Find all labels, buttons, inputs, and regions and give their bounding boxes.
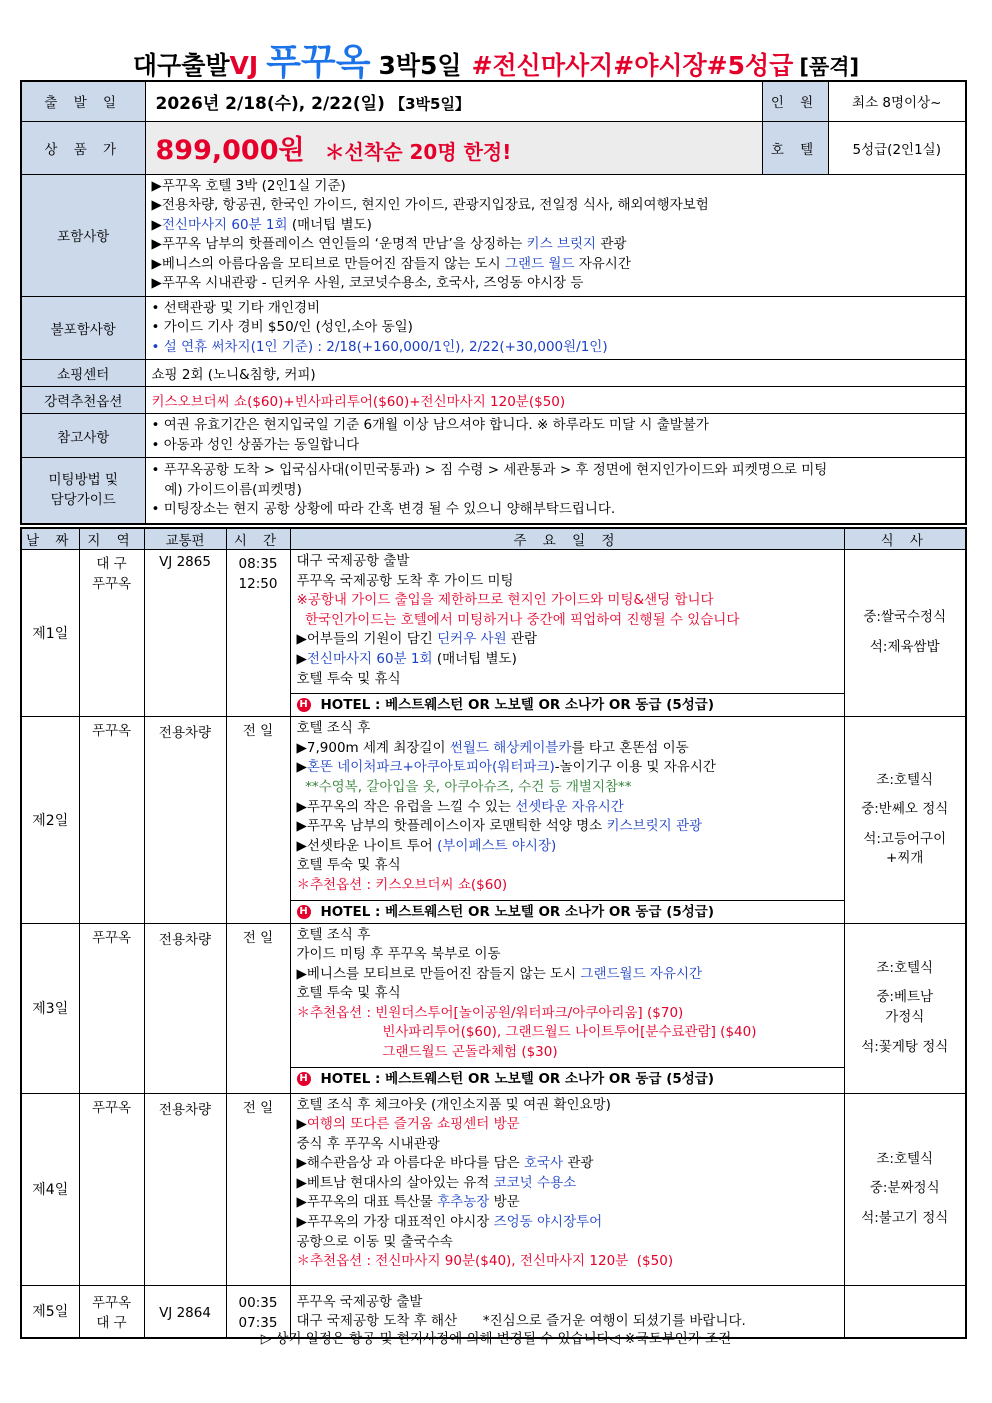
itinerary-text: ▶: [296, 1116, 307, 1133]
departure-label: 출 발 일: [21, 81, 145, 121]
itinerary-text: ▶: [296, 650, 307, 667]
itinerary-line: [297, 1115, 838, 1135]
price-label: 상 품 가: [21, 121, 145, 174]
header-meal: 식 사: [844, 528, 966, 550]
itinerary-line: [297, 837, 838, 857]
include-text: ▶푸꾸옥 남부의 핫플레이스 연인들의 ‘운명적 만남’을 상징하는: [151, 236, 527, 252]
include-highlight: 키스 브릿지: [526, 236, 597, 252]
itinerary-line: [297, 591, 838, 611]
shopping-label: 쇼핑센터: [21, 360, 145, 387]
include-item: [152, 196, 960, 216]
itinerary-highlight: 선셋타운 자유시간: [515, 798, 624, 815]
price-cell: [145, 121, 762, 174]
include-item: [152, 177, 960, 197]
itinerary-line: [297, 758, 838, 778]
meeting-label-line2: 담당가이드: [50, 492, 116, 509]
itinerary-text: 관람: [506, 631, 537, 648]
itinerary-row: [21, 717, 966, 923]
itinerary-line: [297, 650, 838, 670]
itinerary-highlight: 즈엉동 야시장투어: [493, 1214, 603, 1231]
exclude-label: 불포함사항: [21, 296, 145, 360]
include-highlight: 전신마사지 60분 1회: [161, 216, 288, 233]
transport: 전용차량: [144, 923, 226, 1093]
itinerary-line: [297, 1154, 838, 1174]
itinerary-text: 가이드 미팅 후 푸꾸옥 북부로 이동: [296, 946, 501, 963]
itinerary-line: [297, 1252, 838, 1272]
itinerary-line: [297, 1233, 838, 1253]
itinerary-line: [297, 719, 838, 739]
itinerary-highlight-red: 여행의 또다른 즐거움 쇼핑센터 방문: [306, 1116, 520, 1133]
itinerary-highlight: (부이페스트 야시장): [437, 837, 557, 854]
itinerary-text: ▶7,900m 세계 최장길이: [296, 739, 450, 756]
time-cell: [226, 717, 290, 923]
itinerary-line: [297, 1004, 838, 1024]
header-transport: 교통편: [144, 528, 226, 550]
itinerary-text: 호텔 투숙 및 휴식: [296, 670, 401, 687]
people-value: 최소 8명이상~: [828, 81, 966, 121]
itinerary-row: [21, 1093, 966, 1285]
itinerary-highlight: 전신마사지 60분 1회: [306, 650, 433, 667]
itinerary-line: [297, 630, 838, 650]
region: 대 구: [96, 1315, 127, 1332]
hotel-text: HOTEL : 베스트웨스턴 OR 노보텔 OR 소나가 OR 동급 (5성급): [320, 903, 715, 920]
itinerary-line: [297, 1193, 838, 1213]
itinerary-text: ▶푸꾸옥 남부의 핫플레이스이자 로맨틱한 석양 명소: [296, 818, 607, 835]
meeting-label-line1: 미팅방법 및: [48, 472, 118, 489]
itinerary-line: [297, 739, 838, 759]
region: 푸꾸옥: [91, 929, 132, 946]
title-duration: 3박5일: [378, 51, 462, 80]
itinerary-table: [20, 527, 967, 1339]
itinerary-text: ▶어부들의 기원이 담긴: [296, 631, 438, 648]
itinerary-highlight: 호국사: [523, 1155, 564, 1172]
transport: VJ 2865: [144, 550, 226, 717]
hotel-icon: H: [297, 905, 311, 919]
exclude-list: [145, 296, 966, 360]
meal-cell: [844, 717, 966, 923]
exclude-item-surcharge: • 설 연휴 써차지(1인 기준) : 2/18(+160,000/1인), 2/22(+30,000원/1인): [151, 338, 608, 355]
include-text: ▶: [151, 216, 162, 233]
hotel-value: 5성급(2인1실): [828, 121, 966, 174]
itinerary-line: [297, 1135, 838, 1155]
price-note: ＊선착순 20명 한정!: [324, 140, 512, 164]
region: 푸꾸옥: [91, 723, 132, 740]
itinerary-text: ▶푸꾸옥의 가장 대표적인 야시장: [296, 1214, 494, 1231]
itinerary-text: ▶선셋타운 나이트 투어: [296, 837, 438, 854]
itinerary-line: [297, 945, 838, 965]
time: 전 일: [242, 929, 274, 946]
itinerary-note: ＊추천옵션 : 빈원더스투어[놀이공원/워터파크/아쿠아리움] ($70): [296, 1004, 684, 1021]
time: 00:35: [238, 1295, 278, 1312]
itinerary-line: [297, 1213, 838, 1233]
itinerary-line: [297, 926, 838, 946]
itinerary-highlight: 그랜드월드 자유시간: [580, 965, 703, 982]
itinerary-row: [21, 550, 966, 717]
itinerary-line: [297, 1096, 838, 1116]
notes-item: • 여권 유효기간은 현지입국일 기준 6개월 이상 남으셔야 합니다. ※ 하루라도 미달 시 출발불가: [151, 417, 709, 433]
meal: +찌개: [886, 850, 924, 867]
itinerary-text: ▶: [296, 759, 307, 776]
departure-nights: 【3박5일】: [390, 94, 470, 113]
itinerary-text: 호텔 투숙 및 휴식: [296, 985, 401, 1002]
meal: 석:고등어구이: [863, 830, 947, 847]
meeting-item: • 미팅장소는 현지 공항 상황에 따라 간혹 변경 될 수 있으니 양해부탁드립니다.: [151, 501, 616, 517]
header-date: 날 짜: [21, 528, 79, 550]
hotel-text: HOTEL : 베스트웨스턴 OR 노보텔 OR 소나가 OR 동급 (5성급): [320, 1070, 715, 1087]
itinerary-text: 공항으로 이동 및 출국수속: [296, 1233, 453, 1250]
itinerary-line: [297, 572, 838, 592]
include-label: 포함사항: [21, 174, 145, 296]
meal: 조:호텔식: [876, 959, 934, 976]
notes-label: 참고사항: [21, 414, 145, 458]
meeting-label: [21, 458, 145, 524]
meal: 중:베트남: [876, 989, 934, 1006]
include-text: 자유시간: [574, 255, 631, 272]
itinerary-text: 호텔 조식 후: [296, 720, 371, 737]
hotel-icon: H: [297, 1072, 311, 1086]
meal-cell: [844, 550, 966, 717]
product-info-table: [20, 80, 967, 525]
price-value: 899,000원: [155, 135, 305, 166]
itinerary-text: ▶베트남 현대사의 살아있는 유적: [296, 1174, 494, 1191]
hotel-line: [291, 1067, 844, 1090]
transport: VJ 2864: [144, 1285, 226, 1338]
itinerary-cell: [290, 923, 844, 1093]
time: 08:35: [238, 556, 278, 572]
transport: 전용차량: [144, 1093, 226, 1285]
time: 12:50: [238, 576, 278, 592]
region-cell: [79, 717, 144, 923]
region: 푸꾸옥: [91, 1099, 132, 1116]
meal: 석:꽃게탕 정식: [861, 1038, 949, 1055]
departure-date: 2026년 2/18(수), 2/22(일): [155, 93, 385, 114]
time: 07:35: [238, 1315, 278, 1332]
footer-note: ▷ 상기 일정은 항공 및 현지사정에 의해 변경될 수 있습니다◁ ※국토부인가 조건: [260, 1331, 732, 1347]
meeting-list: [145, 458, 966, 524]
title-destination: 푸꾸옥: [266, 42, 371, 83]
meeting-item: • 푸꾸옥공항 도착 > 입국심사대(이민국통과) > 짐 수령 > 세관통과 > 후 정면에 현지인가이드와 피켓명으로 미팅: [151, 462, 828, 478]
itinerary-note: 그랜드월드 곤돌라체험 ($30): [296, 1044, 558, 1061]
hotel-text: HOTEL : 베스트웨스턴 OR 노보텔 OR 소나가 OR 동급 (5성급): [320, 697, 715, 714]
region: 푸꾸옥: [91, 576, 132, 592]
time: 전 일: [242, 723, 274, 740]
exclude-item: • 선택관광 및 기타 개인경비: [151, 299, 321, 316]
meal: 중:반쎄오 정식: [861, 801, 949, 818]
itinerary-line: [297, 1023, 838, 1043]
meal: 조:호텔식: [876, 1150, 934, 1167]
itinerary-note: 한국인가이드는 호텔에서 미팅하거나 중간에 픽업하여 진행될 수 있습니다: [296, 611, 740, 628]
region: 푸꾸옥: [91, 1295, 132, 1312]
title-departure: 대구출발: [132, 51, 230, 80]
itinerary-line: [297, 984, 838, 1004]
include-item: [152, 235, 960, 255]
header-region: 지 역: [79, 528, 144, 550]
notes-list: [145, 414, 966, 458]
include-text: (매너팁 별도): [287, 216, 372, 233]
itinerary-line: [297, 778, 838, 798]
include-text: ▶전용차량, 항공권, 한국인 가이드, 현지인 가이드, 관광지입장료, 전일정 식사, 해외여행자보험: [151, 197, 709, 213]
itinerary-note: ※공항내 가이드 출입을 제한하므로 현지인 가이드와 미팅&샌딩 합니다: [296, 592, 714, 609]
shopping-value: 쇼핑 2회 (노니&침향, 커피): [145, 360, 966, 387]
itinerary-line: [297, 670, 838, 690]
meal: 중:쌀국수정식: [863, 609, 947, 626]
itinerary-text: 푸꾸옥 국제공항 출발: [296, 1293, 423, 1310]
region-cell: [79, 550, 144, 717]
title-airline: VJ: [229, 51, 259, 80]
itinerary-line: [297, 1174, 838, 1194]
itinerary-note: 빈사파리투어($60), 그랜드월드 나이트투어[분수료관람] ($40): [296, 1024, 757, 1041]
meeting-item: 예) 가이드이름(피켓명): [151, 481, 302, 498]
option-label: 강력추천옵션: [21, 387, 145, 414]
itinerary-line: [297, 1043, 838, 1063]
include-text: ▶베니스의 아름다움을 모티브로 만들어진 잠들지 않는 도시: [151, 255, 505, 272]
meal: 석:제육쌈밥: [869, 639, 940, 656]
header-time: 시 간: [226, 528, 290, 550]
include-item: [152, 274, 960, 294]
itinerary-cell: [290, 717, 844, 923]
itinerary-text: 관광: [563, 1155, 594, 1172]
hotel-icon: H: [297, 698, 311, 712]
notes-item: • 아동과 성인 상품가는 동일합니다: [151, 436, 360, 453]
itinerary-highlight: 후추농장: [437, 1194, 490, 1211]
meal-cell: [844, 923, 966, 1093]
day-label: 제5일: [21, 1285, 79, 1338]
exclude-item: • 가이드 기사 경비 $50/인 (성인,소아 동일): [151, 319, 413, 335]
itinerary-note: ＊추천옵션 : 전신마사지 90분($40), 전신마사지 120분 ($50): [296, 1253, 674, 1270]
day-label: 제4일: [21, 1093, 79, 1285]
departure-value: [145, 81, 762, 121]
region: 대 구: [96, 556, 127, 572]
itinerary-row: [21, 923, 966, 1093]
day-label: 제1일: [21, 550, 79, 717]
itinerary-packing-note: **수영복, 갈아입을 옷, 아쿠아슈즈, 수건 등 개별지참**: [296, 778, 632, 795]
hotel-line: [291, 900, 844, 923]
region-cell: [79, 923, 144, 1093]
itinerary-text: 대구 국제공항 출발: [296, 553, 410, 569]
time: 전 일: [242, 1099, 274, 1116]
header-itinerary: 주 요 일 정: [290, 528, 844, 550]
itinerary-line: [297, 552, 838, 572]
itinerary-text: 를 타고 혼똔섬 이동: [571, 739, 689, 756]
time-cell: [226, 923, 290, 1093]
option-value: 키스오브더씨 쇼($60)+빈사파리투어($60)+전신마사지 120분($50): [145, 387, 966, 414]
itinerary-text: -놀이기구 이용 및 자유시간: [554, 759, 716, 776]
itinerary-highlight: 혼똔 네이처파크+아쿠아토피아(워터파크): [306, 759, 555, 776]
itinerary-text: 호텔 조식 후 체크아웃 (개인소지품 및 여권 확인요망): [296, 1096, 611, 1113]
region-cell: [79, 1093, 144, 1285]
itinerary-text: 중식 후 푸꾸옥 시내관광: [296, 1135, 440, 1152]
include-list: [145, 174, 966, 296]
include-item: [152, 216, 960, 236]
time-cell: [226, 1093, 290, 1285]
itinerary-text: ▶푸꾸옥의 대표 특산물: [296, 1194, 438, 1211]
people-label: 인 원: [762, 81, 828, 121]
include-item: [152, 255, 960, 275]
transport: 전용차량: [144, 717, 226, 923]
meal: 중:분짜정식: [869, 1180, 940, 1197]
itinerary-line: [297, 1293, 838, 1313]
time-cell: [226, 550, 290, 717]
include-text: 관광: [596, 236, 627, 252]
itinerary-line: [297, 817, 838, 837]
title-tags: #전신마사지#야시장#5성급: [471, 51, 794, 80]
itinerary-line: [297, 611, 838, 631]
itinerary-highlight: 키스브릿지 관광: [606, 818, 703, 835]
itinerary-text: 방문: [489, 1194, 520, 1211]
itinerary-highlight: 딘커우 사원: [437, 631, 507, 648]
itinerary-line: [297, 965, 838, 985]
meal: 석:불고기 정식: [861, 1209, 949, 1226]
itinerary-text: ▶베니스를 모티브로 만들어진 잠들지 않는 도시: [296, 965, 581, 982]
itinerary-text: 호텔 투숙 및 휴식: [296, 857, 401, 874]
itinerary-text: 대구 국제공항 도착 후 해산 *진심으로 즐거운 여행이 되셨기를 바랍니다.: [296, 1313, 746, 1330]
include-highlight: 그랜드 월드: [504, 255, 575, 272]
itinerary-text: ▶푸꾸옥의 작은 유럽을 느낄 수 있는: [296, 798, 516, 815]
meal: 조:호텔식: [876, 771, 934, 788]
itinerary-text: (매너팁 별도): [432, 650, 517, 667]
hotel-label: 호 텔: [762, 121, 828, 174]
hotel-line: [291, 693, 844, 716]
itinerary-cell: [290, 1093, 844, 1285]
day-label: 제2일: [21, 717, 79, 923]
itinerary-highlight: 썬월드 해상케이블카: [449, 739, 572, 756]
meal-cell: [844, 1093, 966, 1285]
include-text: ▶푸꾸옥 호텔 3박 (2인1실 기준): [151, 177, 346, 194]
itinerary-text: 호텔 조식 후: [296, 926, 371, 943]
page-title: [0, 34, 992, 85]
itinerary-note: ＊추천옵션 : 키스오브더씨 쇼($60): [296, 876, 508, 893]
itinerary-cell: [290, 550, 844, 717]
itinerary-highlight: 코코넛 수용소: [493, 1174, 577, 1191]
itinerary-line: [297, 856, 838, 876]
day-label: 제3일: [21, 923, 79, 1093]
itinerary-line: [297, 798, 838, 818]
itinerary-text: ▶해수관음상 과 아름다운 바다를 담은: [296, 1155, 524, 1172]
itinerary-line: [297, 876, 838, 896]
title-grade: [품격]: [799, 55, 860, 79]
meal: 가정식: [885, 1009, 925, 1025]
include-text: ▶푸꾸옥 시내관광 - 딘커우 사원, 코코넛수용소, 호국사, 즈엉동 야시장 등: [151, 275, 584, 291]
itinerary-text: 푸꾸옥 국제공항 도착 후 가이드 미팅: [296, 572, 514, 589]
